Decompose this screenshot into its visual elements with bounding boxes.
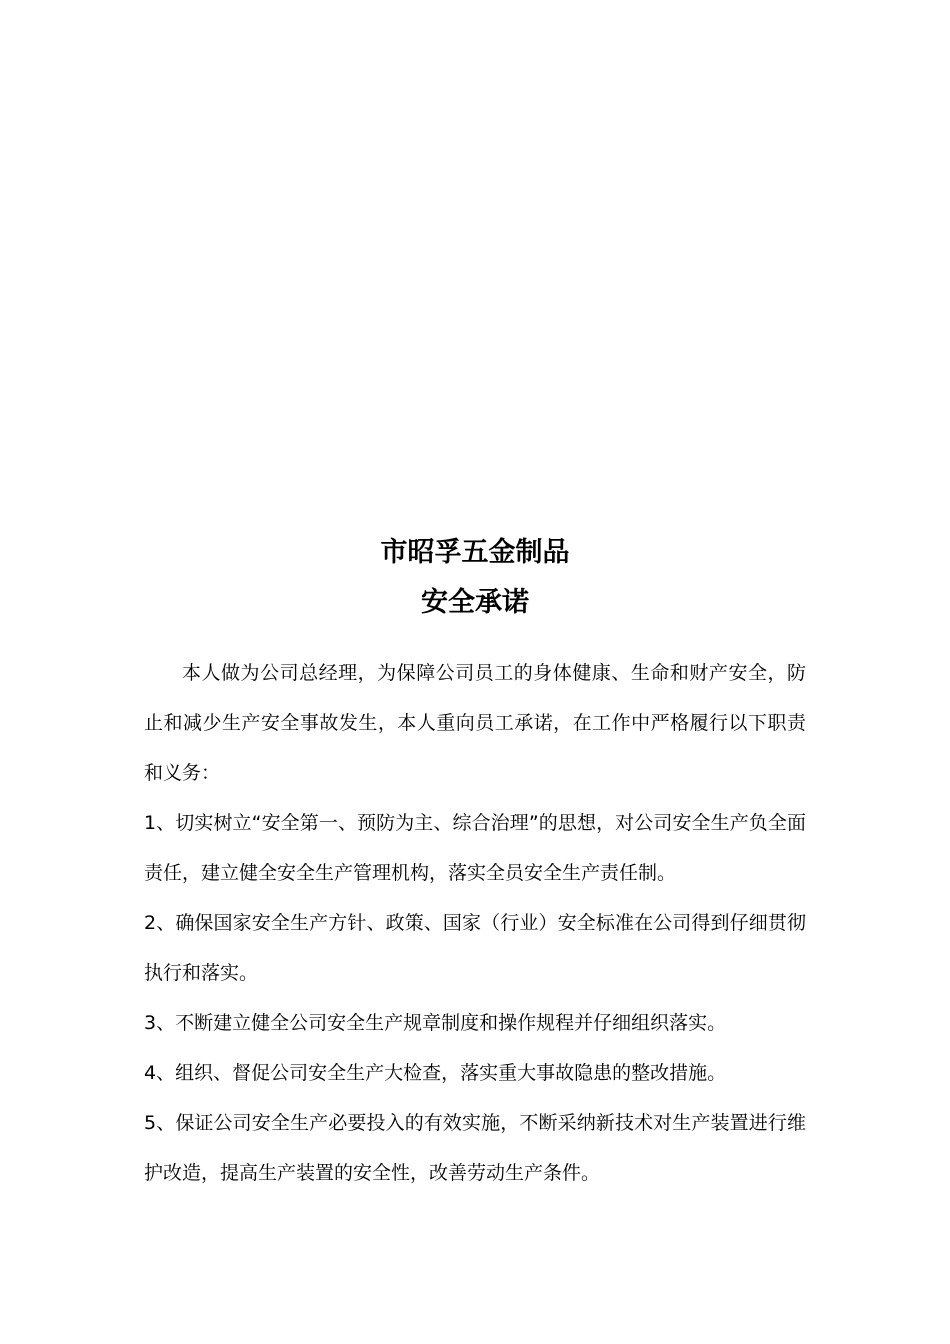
commitment-item-5: 5、保证公司安全生产必要投入的有效实施，不断采纳新技术对生产装置进行维护改造，提高生产装置的安全性，改善劳动生产条件。	[144, 1112, 806, 1184]
commitment-item-2: 2、确保国家安全生产方针、政策、国家（行业）安全标准在公司得到仔细贯彻执行和落实。	[144, 912, 806, 984]
intro-paragraph: 本人做为公司总经理，为保障公司员工的身体健康、生命和财产安全，防止和减少生产安全事故发生，本人重向员工承诺，在工作中严格履行以下职责和义务：	[144, 662, 806, 784]
commitment-item-1: 1、切实树立“安全第一、预防为主、综合治理”的思想，对公司安全生产负全面责任，建立健全安全生产管理机构，落实全员安全生产责任制。	[144, 812, 806, 884]
document-title	[0, 528, 950, 628]
commitment-item-4: 4、组织、督促公司安全生产大检查，落实重大事故隐患的整改措施。	[144, 1062, 727, 1084]
company-name: 市昭孚五金制品	[380, 537, 570, 568]
document-body	[144, 648, 806, 1198]
commitment-item-3: 3、不断建立健全公司安全生产规章制度和操作规程并仔细组织落实。	[144, 1012, 727, 1034]
commitment-title: 安全承诺	[421, 587, 529, 618]
